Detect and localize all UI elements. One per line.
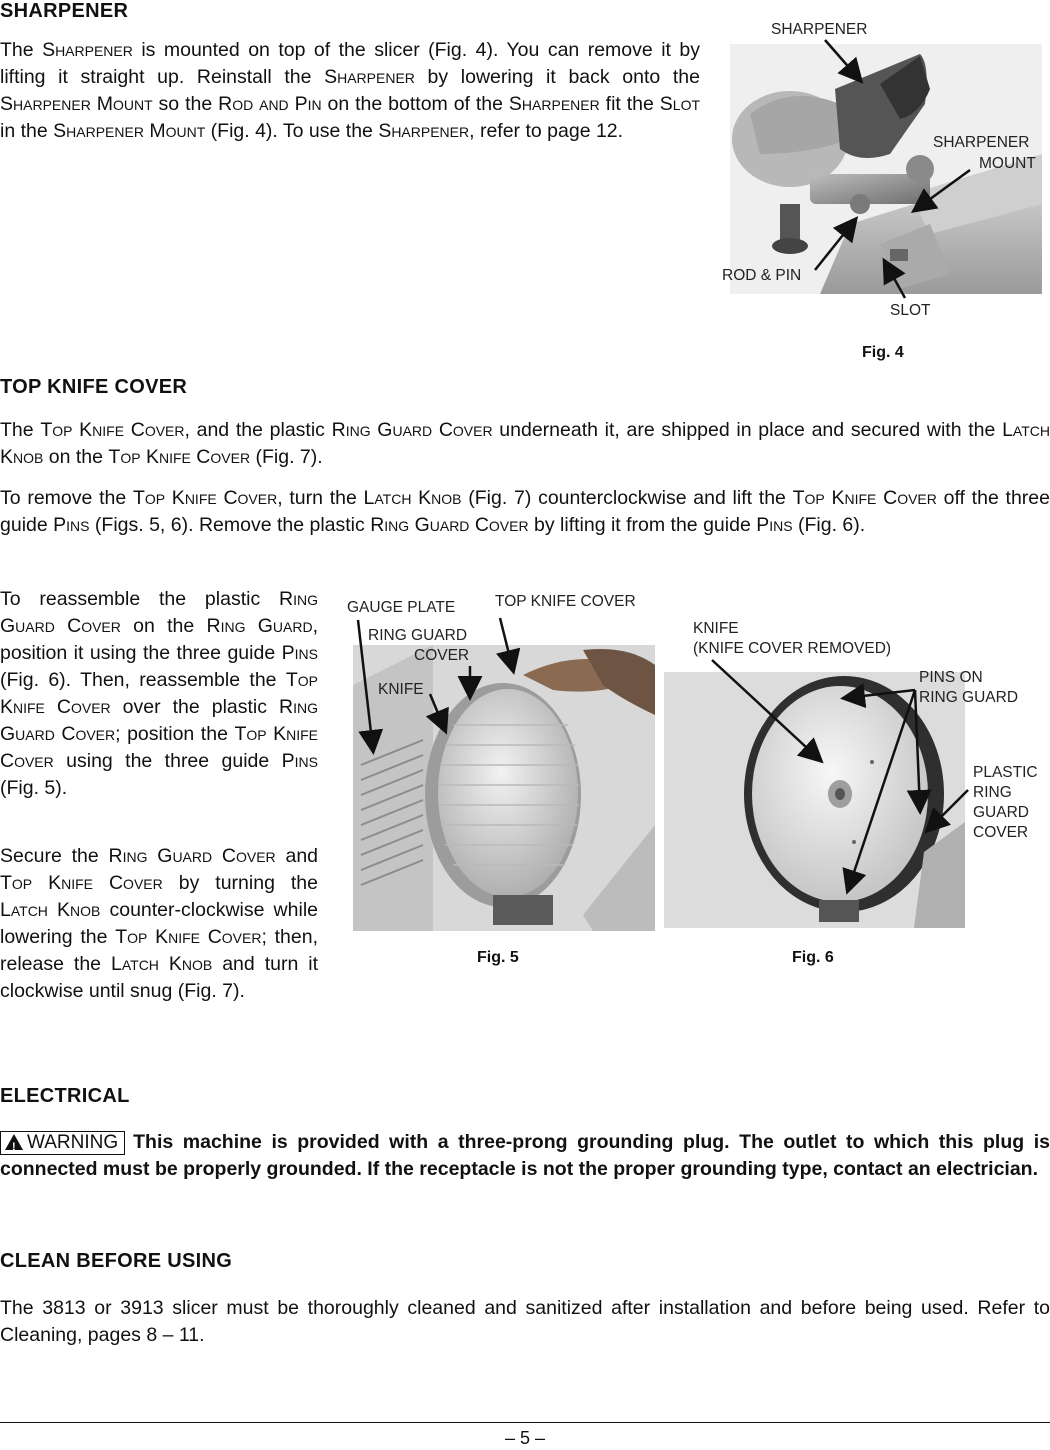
section-heading-electrical: ELECTRICAL <box>0 1085 130 1107</box>
warning-text: This machine is provided with a three-prong grounding plug. The outlet to which this plug is connected must be properly grounded. If the receptacle is not the proper grounding type, contact an electrician. <box>0 1131 1050 1180</box>
fig5-label-knife: KNIFE <box>378 681 424 698</box>
warning-label: WARNING <box>27 1132 119 1153</box>
fig6-label-pins-2: RING GUARD <box>919 689 1019 706</box>
warning-triangle-icon <box>5 1134 23 1150</box>
page-number: – 5 – <box>504 1428 546 1448</box>
fig4-label-rod-pin: ROD & PIN <box>722 267 802 284</box>
fig4-label-sharpener: SHARPENER <box>771 21 868 38</box>
fig4-label-mount-2: MOUNT <box>979 155 1036 172</box>
clean-paragraph: The 3813 or 3913 slicer must be thoroughly cleaned and sanitized after installation and before being used. Refer to Cleaning, pages 8 – 11. <box>0 1297 1050 1346</box>
fig6-label-plastic-3: GUARD <box>973 804 1029 821</box>
fig4-label-slot: SLOT <box>890 302 931 319</box>
fig6-label-knife-2: (KNIFE COVER REMOVED) <box>693 640 892 657</box>
fig5-fig6-callout-arrows <box>340 590 1040 950</box>
fig4-label-mount-1: SHARPENER <box>933 134 1030 151</box>
fig5-caption: Fig. 5 <box>477 949 519 966</box>
fig6-label-plastic-2: RING <box>973 784 1012 801</box>
fig4-caption: Fig. 4 <box>862 344 904 361</box>
fig6-caption: Fig. 6 <box>792 949 834 966</box>
fig6-label-pins-1: PINS ON <box>919 669 983 686</box>
sharpener-paragraph: The Sharpener is mounted on top of the slicer (Fig. 4). You can remove it by lifting it straight up. Reinstall the Sharpener by lowering it back onto the Sharpener Mount so the Rod and Pin on the bottom of the Sharpener fit the Slot in the Sharpener Mount (Fig. 4). To use the Sharpener, refer to page 12. <box>0 39 701 142</box>
fig6-label-plastic-1: PLASTIC <box>973 764 1038 781</box>
top-knife-cover-paragraph-2: To remove the Top Knife Cover, turn the Latch Knob (Fig. 7) counterclockwise and lift the Top Knife Cover off the three guide Pins (Figs. 5, 6). Remove the plastic Ring Guard Cover by lifting it from the guide Pins (Fig. 6). <box>0 487 1050 536</box>
fig5-label-ring-guard-2: COVER <box>414 647 470 664</box>
fig5-label-gauge-plate: GAUGE PLATE <box>347 599 456 616</box>
section-heading-sharpener: SHARPENER <box>0 0 129 22</box>
footer-rule <box>0 1422 1050 1423</box>
fig4-callout-arrows <box>700 0 1050 320</box>
section-heading-top-knife-cover: TOP KNIFE COVER <box>0 376 188 398</box>
section-heading-clean: CLEAN BEFORE USING <box>0 1250 233 1272</box>
fig6-label-knife-1: KNIFE <box>693 620 739 637</box>
warning-badge <box>0 1131 125 1155</box>
fig5-label-ring-guard-1: RING GUARD <box>368 627 468 644</box>
top-knife-cover-paragraph-1: The Top Knife Cover, and the plastic Ring Guard Cover underneath it, are shipped in place and secured with the Latch Knob on the Top Knife Cover (Fig. 7). <box>0 419 1050 468</box>
electrical-warning-paragraph <box>0 1129 1050 1183</box>
fig6-label-plastic-4: COVER <box>973 824 1029 841</box>
top-knife-cover-paragraph-3: To reassemble the plastic Ring Guard Cover on the Ring Guard, position it using the three guide Pins (Fig. 6). Then, reassemble the Top Knife Cover over the plastic Ring Guard Cover; position the Top Knife Cover using the three guide Pins (Fig. 5). <box>0 588 319 799</box>
fig5-label-top-knife-cover: TOP KNIFE COVER <box>495 593 636 610</box>
top-knife-cover-paragraph-4: Secure the Ring Guard Cover and Top Knife Cover by turning the Latch Knob counter-clockwise while lowering the Top Knife Cover; then, release the Latch Knob and turn it clockwise until snug (Fig. 7). <box>0 845 319 1002</box>
